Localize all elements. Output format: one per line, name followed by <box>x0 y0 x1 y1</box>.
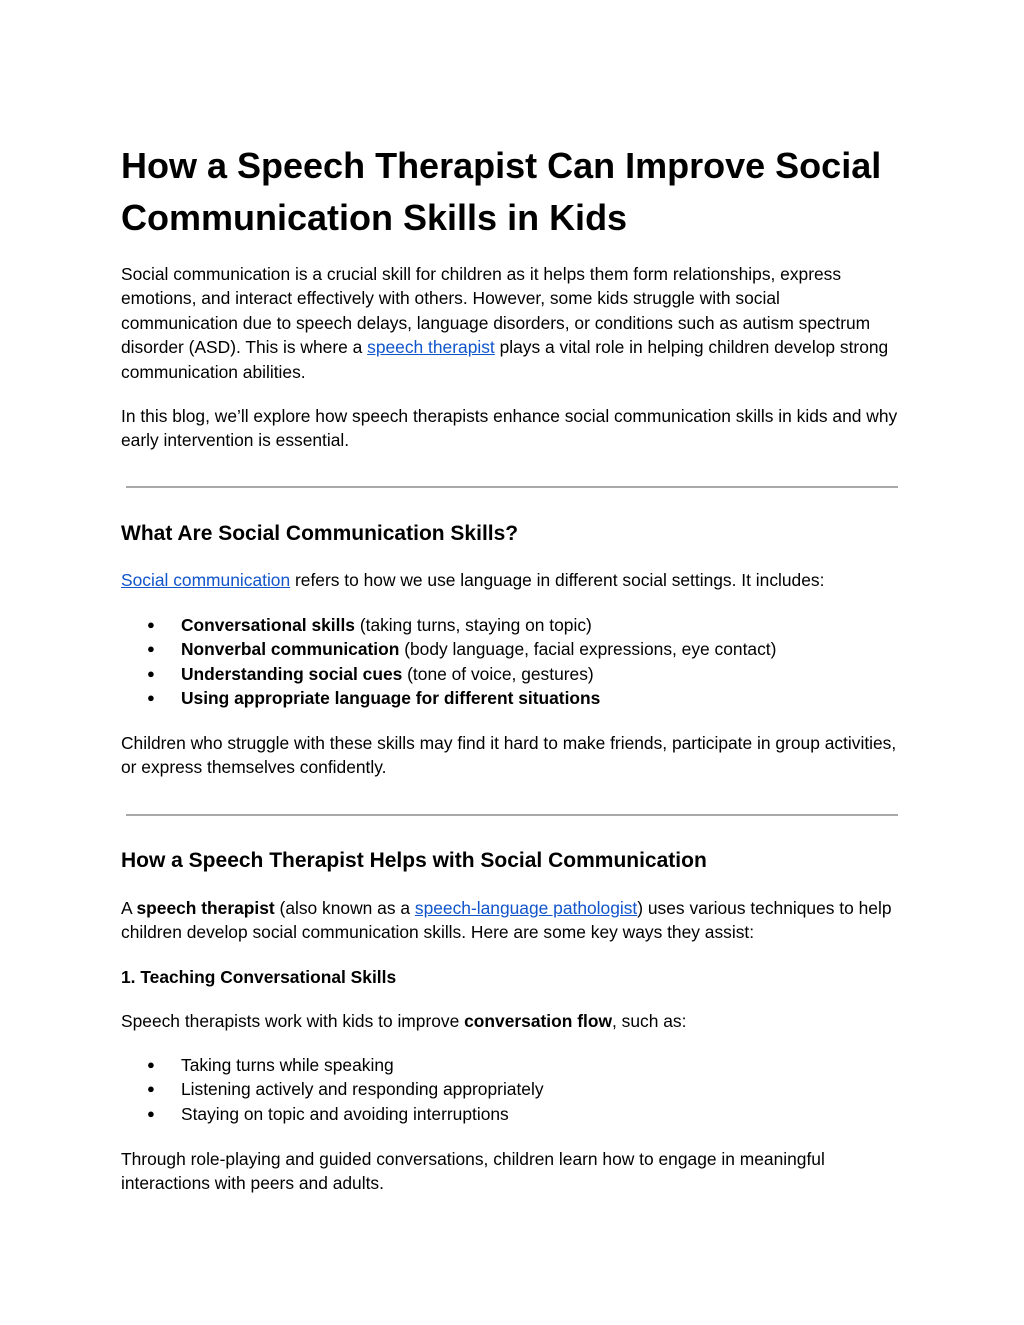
text-run: A <box>121 898 137 918</box>
list-item <box>121 686 901 710</box>
section-divider <box>126 814 898 816</box>
list-item <box>121 637 901 661</box>
conversation-flow-list <box>121 1053 901 1126</box>
bold-text-run: speech therapist <box>136 898 275 918</box>
list-item-bold: Conversational skills <box>181 615 355 635</box>
intro-text-before: Social communication is a crucial skill for children as it helps them form relationships, express emotions, and interact effectively with others. However, some kids struggle with social communication due to speech delays, language disorders, or conditions such as autism spectrum disorder (ASD). This is where a <box>121 264 871 358</box>
intro-text-after: plays a vital role in helping children develop strong communication abilities. <box>121 337 889 382</box>
section2-intro-paragraph <box>121 896 901 945</box>
list-item-bold: Using appropriate language for different situations <box>181 688 601 709</box>
section-heading-social-skills: What Are Social Communication Skills? <box>121 522 519 545</box>
list-item: ● Staying on topic and avoiding interruptions <box>121 1102 901 1126</box>
list-item <box>121 662 901 686</box>
list-item-text: (tone of voice, gestures) <box>402 663 594 684</box>
section-heading-therapist-helps: How a Speech Therapist Helps with Social Communication <box>121 849 707 872</box>
speech-language-pathologist-link[interactable]: speech-language pathologist <box>414 898 638 918</box>
intro-paragraph-2: In this blog, we’ll explore how speech therapists enhance social communication skills in kids and why early intervention is essential. <box>121 406 898 451</box>
section1-closing-paragraph: Children who struggle with these skills may find it hard to make friends, participate in group activities, or express themselves confidently. <box>121 733 897 778</box>
text-run: (also known as a <box>274 898 415 918</box>
section1-lead-text: refers to how we use language in different social settings. It includes: <box>290 570 825 590</box>
text-run: ) uses various techniques to help children develop social communication skills. Here are some key ways they assist: <box>121 898 892 943</box>
bold-text-run: conversation flow <box>464 1011 612 1031</box>
list-item <box>121 613 901 637</box>
section-divider <box>126 486 898 488</box>
social-skills-list <box>121 613 901 711</box>
list-item: ● Listening actively and responding appropriately <box>121 1077 901 1101</box>
sub1-closing-paragraph: Through role-playing and guided conversations, children learn how to engage in meaningful interactions with peers and adults. <box>121 1149 825 1194</box>
page-title: How a Speech Therapist Can Improve Social Communication Skills in Kids <box>121 145 882 238</box>
sub1-lead-paragraph <box>121 1009 901 1033</box>
intro-paragraph-1 <box>121 262 901 384</box>
text-run: , such as: <box>612 1011 687 1031</box>
list-item-bold: Nonverbal communication <box>181 639 400 660</box>
social-communication-link[interactable]: Social communication <box>121 570 291 590</box>
list-item-bold: Understanding social cues <box>181 663 403 684</box>
text-run: Speech therapists work with kids to improve <box>121 1011 465 1031</box>
list-item-text: (taking turns, staying on topic) <box>354 615 592 635</box>
speech-therapist-link[interactable]: speech therapist <box>367 337 495 358</box>
subheading-conversational-skills: 1. Teaching Conversational Skills <box>121 967 397 987</box>
section1-lead-paragraph <box>121 568 901 592</box>
list-item-text: (body language, facial expressions, eye contact) <box>399 639 777 660</box>
list-item: ● Taking turns while speaking <box>121 1053 901 1077</box>
